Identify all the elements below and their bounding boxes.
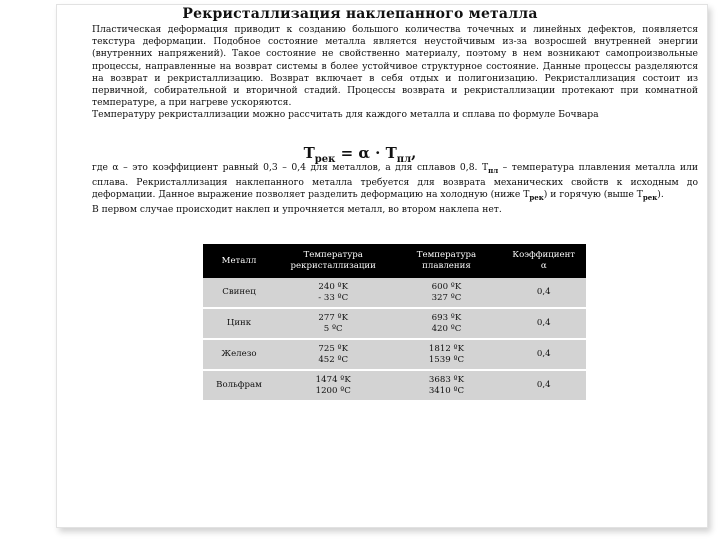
formula-rhs-sub: пл [396,154,412,165]
explanation-part3: ) и горячую (выше T [543,189,643,201]
table-row [203,278,586,308]
formula-lhs: T [303,144,315,162]
cell-melt-temp: 693 ºK 420 ºC [391,308,501,339]
header-recrystallization-temp: Температура рекристаллизации [275,244,391,278]
cell-metal: Железо [203,339,275,370]
intro-text: Пластическая деформация приводит к созданию большого количества точечных и линейных дефектов, появляется текстура деформации. Подобное состояние металла является неустойчивым из-за возросшей внутренней энергии (внутренних напряжений). Такое состояние не свойственно материалу, поэтому в нем возникают самопроизвольные процессы, направленные на возврат системы в более устойчивое структурное состояние. Данные процессы разделяются на возврат и рекристаллизацию. Возврат включает в себя отдых и полигонизацию. Рекристаллизация состоит из первичной, собирательной и вторичной стадий. Процессы возврата и рекристаллизации протекают при комнатной температуре, а при нагреве ускоряются. [92,24,698,109]
cell-coef: 0,4 [501,339,586,370]
explanation-sub3: рек [642,193,658,203]
page-title: Рекристаллизация наклепанного металла [182,6,538,22]
explanation-part4: ). [657,189,664,201]
intro-paragraph [92,24,698,122]
explanation-sub2: рек [529,193,544,203]
explanation-last-line: В первом случае происходит наклеп и упрочняется металл, во втором наклепа нет. [92,204,502,216]
cell-rec-temp: 1474 ºK 1200 ºC [275,370,391,401]
header-coefficient: Коэффициент α [501,244,586,278]
header-metal: Металл [203,244,275,278]
cell-melt-temp: 1812 ºK 1539 ºC [391,339,501,370]
explanation-part2: – температура плавления металла или сплава. Рекристаллизация наклепанного металла требуется для возврата механических свойств к исходным до деформации. Данное выражение позволяет разделить деформацию на холодную (ниже T [92,162,698,201]
formula-rhs: = α · T [335,144,397,162]
recrystallization-table [203,244,586,402]
cell-rec-temp: 277 ºK 5 ºC [275,308,391,339]
table-row [203,308,586,339]
cell-coef: 0,4 [501,308,586,339]
formula-tail: , [411,144,417,162]
explanation-sub1: пл [488,165,499,175]
cell-melt-temp: 600 ºK 327 ºC [391,278,501,308]
cell-coef: 0,4 [501,370,586,401]
explanation-paragraph [92,162,698,216]
cell-metal: Свинец [203,278,275,308]
cell-rec-temp: 725 ºK 452 ºC [275,339,391,370]
cell-metal: Вольфрам [203,370,275,401]
explanation-part1: где α – это коэффициент равный 0,3 – 0,4 для металлов, а для сплавов 0,8. T [92,162,489,173]
table-header-row [203,244,586,278]
cell-coef: 0,4 [501,278,586,308]
table-row [203,370,586,401]
cell-melt-temp: 3683 ºK 3410 ºC [391,370,501,401]
intro-last-line: Температуру рекристаллизации можно рассчитать для каждого металла и сплава по формуле Бочвара [92,109,599,121]
cell-rec-temp: 240 ºK - 33 ºC [275,278,391,308]
formula-lhs-sub: рек [314,154,336,165]
header-melting-temp: Температура плавления [391,244,501,278]
table-row [203,339,586,370]
cell-metal: Цинк [203,308,275,339]
